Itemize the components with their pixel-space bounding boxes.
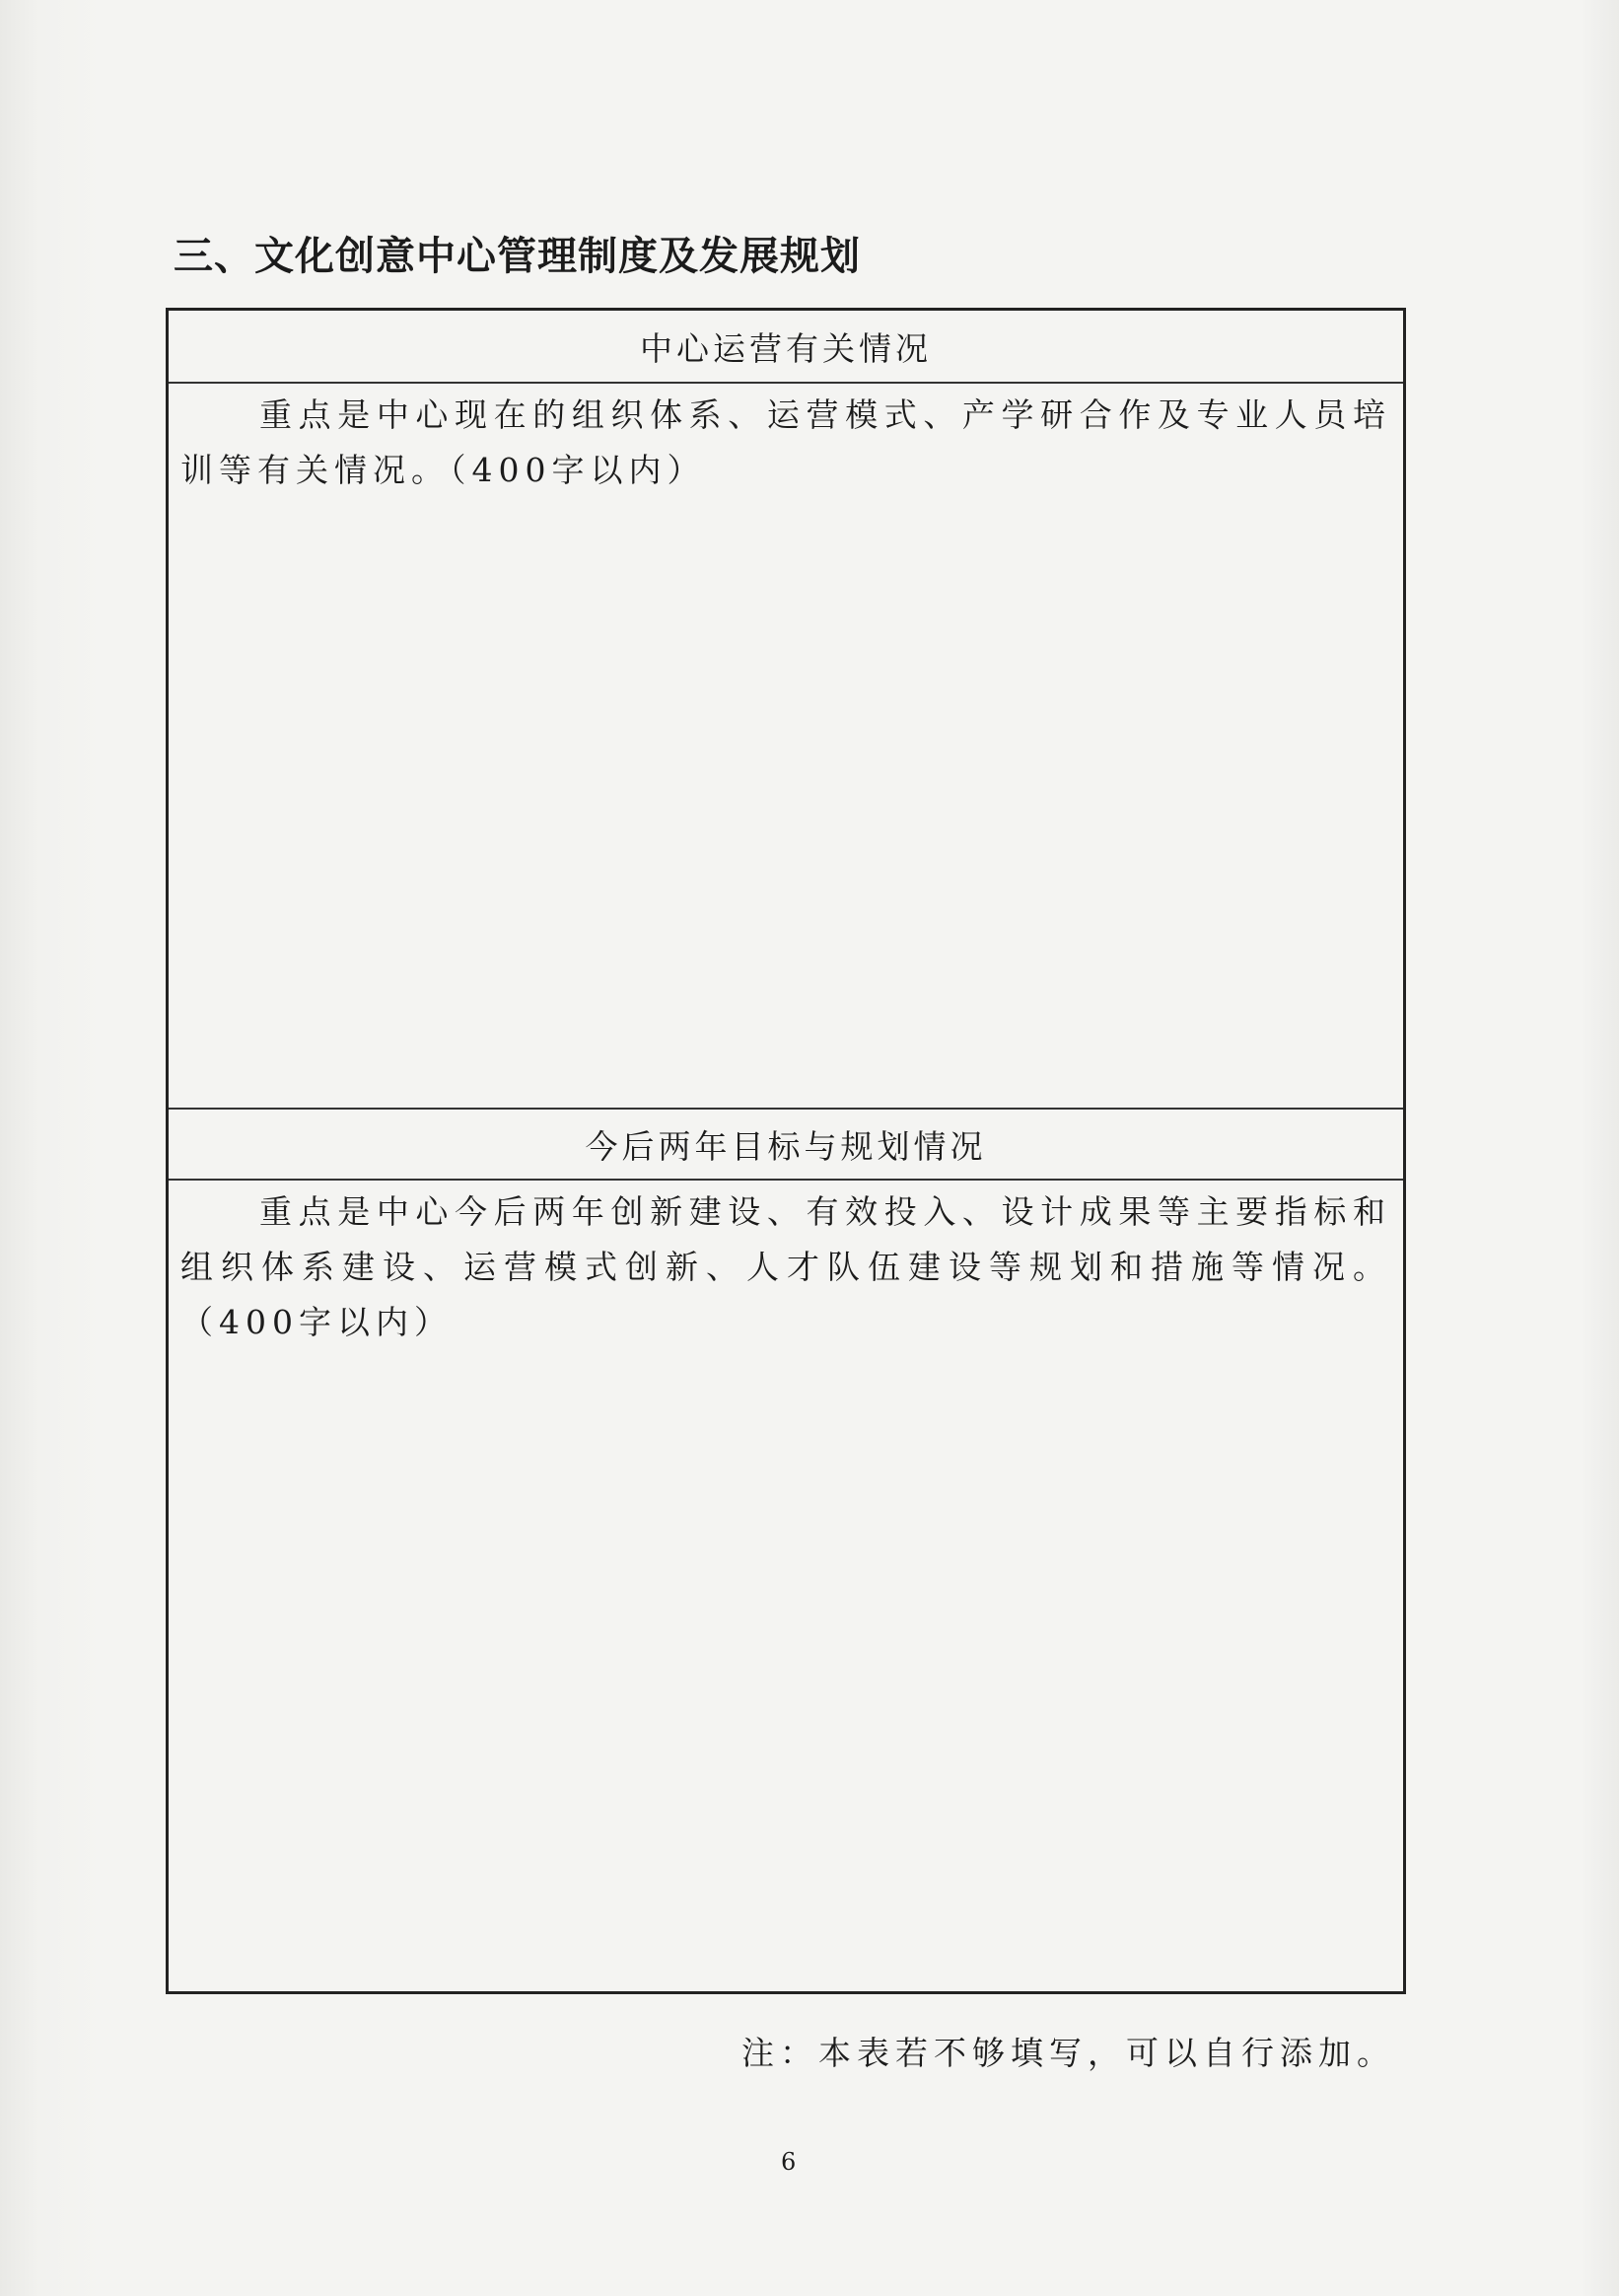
two-year-plan-field[interactable]: 重点是中心今后两年创新建设、有效投入、设计成果等主要指标和组织体系建设、运营模式创新、人才队伍建设等规划和措施等情况。（400字以内） xyxy=(180,1192,1391,1341)
table-note: 注：本表若不够填写，可以自行添加。 xyxy=(741,2034,1395,2072)
page-edge-shadow-left xyxy=(0,0,108,2296)
operation-status-header: 中心运营有关情况 xyxy=(169,311,1403,384)
operation-status-field[interactable]: 重点是中心现在的组织体系、运营模式、产学研合作及专业人员培训等有关情况。（400字以内） xyxy=(180,395,1391,489)
two-year-plan-header: 今后两年目标与规划情况 xyxy=(169,1108,1403,1181)
page-edge-shadow-right xyxy=(1580,0,1619,2296)
page-number: 6 xyxy=(781,2148,797,2176)
form-table xyxy=(166,308,1406,1994)
section-title: 三、文化创意中心管理制度及发展规划 xyxy=(174,234,861,279)
